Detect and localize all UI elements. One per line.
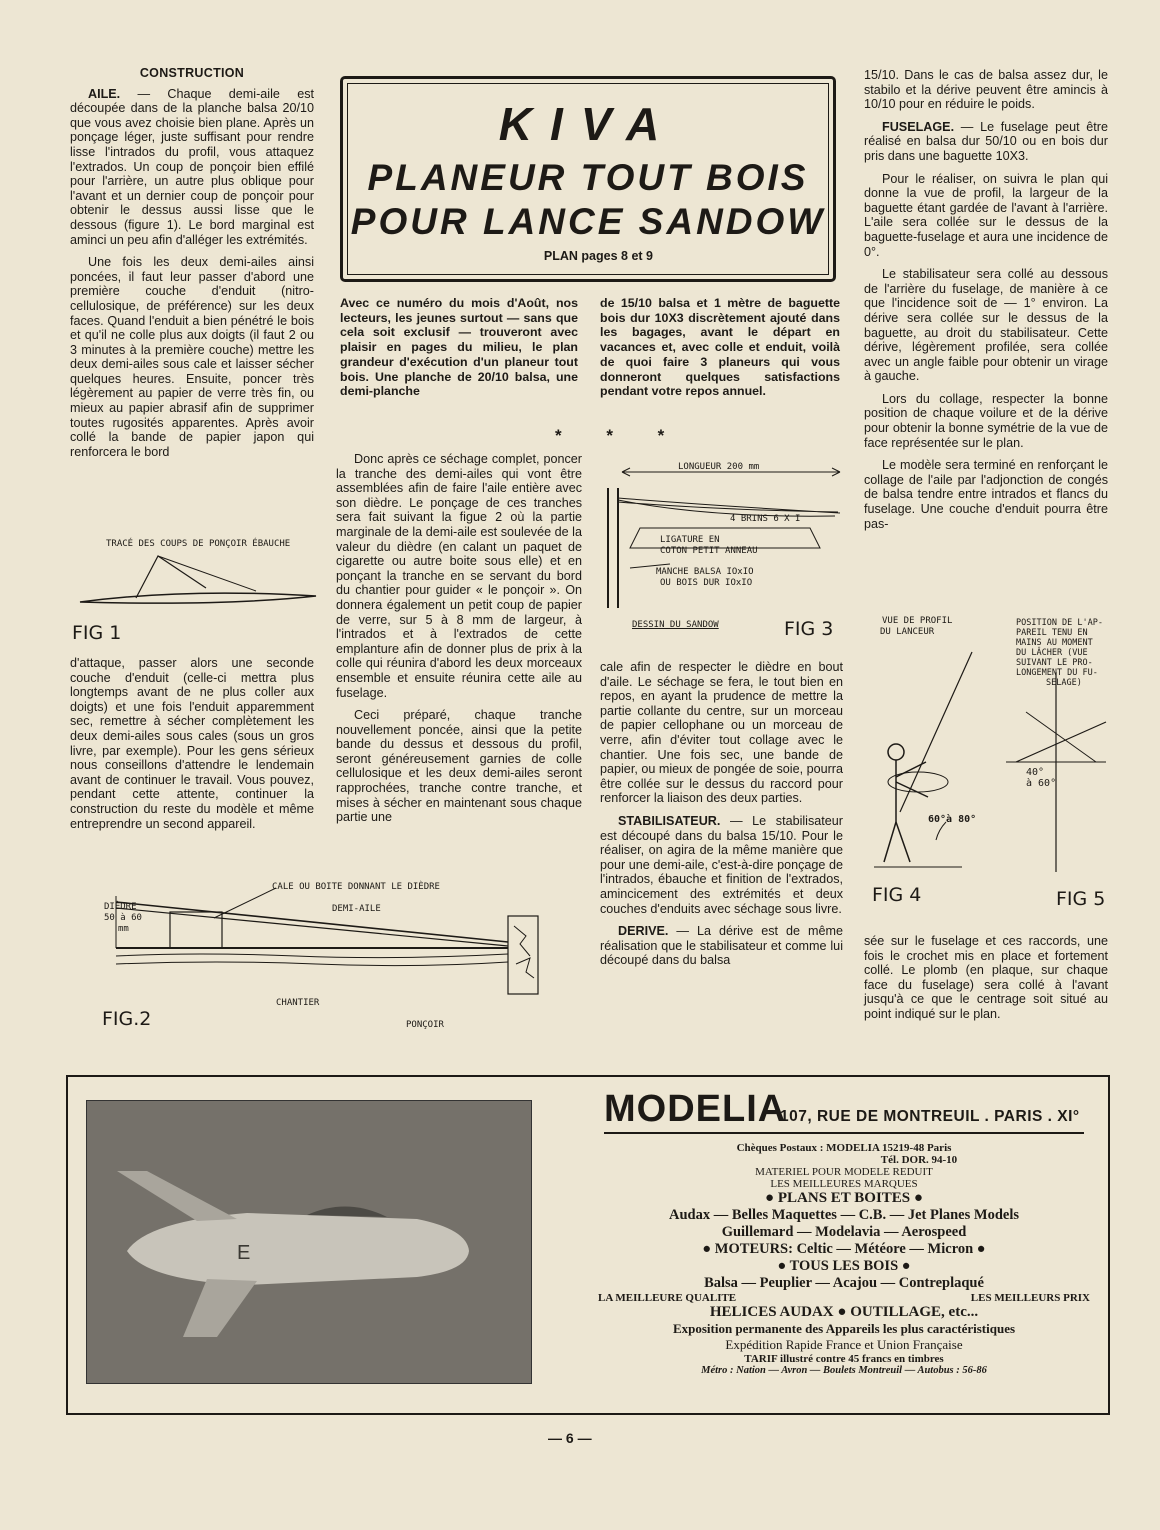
fig5-label: FIG 5 [1056, 888, 1106, 910]
aile-paragraph [70, 87, 314, 248]
modelia-header [598, 1082, 1090, 1136]
fig3-coton: COTON PETIT ANNEAU [660, 546, 758, 556]
fig4-vue: VUE DE PROFIL [882, 616, 953, 626]
dihedral-drawing [96, 878, 546, 1038]
aile-label: AILE. [88, 86, 121, 101]
right-column [864, 68, 1108, 539]
fig5-position-5: SUIVANT LE PRO- [1016, 658, 1093, 668]
ad-telephone: Tél. DOR. 94-10 [880, 1154, 958, 1166]
fig4-label: FIG 4 [872, 884, 922, 906]
ad-plans: ● PLANS ET BOITES ● [765, 1190, 923, 1206]
stabilisateur-paragraph [600, 814, 843, 916]
ad-bois: ● TOUS LES BOIS ● [777, 1258, 911, 1274]
ad-helices: HELICES AUDAX ● OUTILLAGE, etc... [709, 1304, 979, 1320]
derive-paragraph [600, 924, 843, 968]
fig5-position-2: PAREIL TENU EN [1016, 628, 1088, 638]
fig3-dessin: DESSIN DU SANDOW [632, 620, 719, 630]
derive-label: DERIVE. [618, 924, 669, 939]
title-box [340, 76, 836, 282]
ad-exposition: Exposition permanente des Appareils les plus caractéristiques [672, 1321, 1016, 1336]
fig5-position-7: SELAGE) [1046, 678, 1082, 688]
paragraph: 15/10. Dans le cas de balsa assez dur, le stabilo et la dérive peuvent être amincis à 10/10 pour en réduire le poids. [864, 68, 1108, 112]
fig3-manche-2: OU BOIS DUR IOxIO [660, 578, 753, 588]
figure-1 [66, 536, 336, 654]
ad-qualite: LA MEILLEURE QUALITE [598, 1292, 737, 1304]
page-number: — 6 — [548, 1430, 592, 1446]
fuselage-text: — Le fuselage peut être réalisé en balsa dur 50/10 ou en bois dur pris dans une baguette 10X3. [864, 119, 1108, 163]
ad-moteurs: ● MOTEURS: Celtic — Météore — Micron ● [702, 1241, 986, 1257]
derive-text: — La dérive est de même réalisation que le stabilisateur et comme lui découpé dans du balsa [600, 924, 843, 968]
paragraph: Donc après ce séchage complet, poncer la tranche des demi-ailes qui vont être assemblées afin de faire l'aile entière avec son dièdre. Le ponçage de ces tranches sera fait suivant la figue 2 où la partie marginale de la demi-aile est soulevée de la valeur du dièdre (en calant un paquet de cigarette ou autre boite sous elle) et en ponçant la tranche en se servant du bord du chantier pour guider « le ponçoir ». On donnera également un petit coup de papier de verre, sur 5 à 8 mm de largeur, à l'intrados et à l'extrados de cette emplanture afin de donner plus de prix à la colle qui réunira d'abord les deux morceaux ensemble et ensuite réunira cette aile au fuselage. [336, 452, 582, 700]
fig5-position-4: DU LÂCHER (VUE [1016, 648, 1088, 658]
fig2-cale: CALE OU BOITE DONNANT LE DIÈDRE [272, 882, 440, 892]
modelia-brand: MODELIA [604, 1088, 787, 1130]
figures-4-5 [866, 612, 1126, 918]
paragraph: d'attaque, passer alors une seconde couche d'enduit (celle-ci mettra plus longtemps avant de ne plus coller aux doigts) et une fois l'enduit apparemment sec, remettre à sécher complètement les deux demi-ailes sous cales (sous un gros livre, par exemple). Pour les gens sérieux nous conseillons d'attendre le lendemain avant de continuer le travail. Vous pouvez, pendant cette attente, continuer la construction du reste du modèle et même entreprendre un second appareil. [70, 656, 314, 831]
fig3-label: FIG 3 [784, 618, 834, 640]
article-subtitle-2: POUR LANCE SANDOW [350, 201, 826, 242]
fig2-diedre-value: 50 à 60 [104, 913, 142, 923]
fig1-label: FIG 1 [72, 622, 122, 644]
left-column [70, 66, 314, 467]
fuselage-paragraph [864, 120, 1108, 164]
fig2-mm: mm [118, 924, 129, 934]
paragraph: Pour le réaliser, on suivra le plan qui donne la vue de profil, la largeur de la baguette étant gardée de l'avant à l'arrière. L'aile sera collée sur le dessus de la baguette-fuselage et aura une incidence de 0°. [864, 171, 1108, 259]
fig3-longueur: LONGUEUR 200 mm [678, 462, 760, 472]
ad-balsa: Balsa — Peuplier — Acajou — Contreplaqué [704, 1275, 984, 1291]
fig5-position-3: MAINS AU MOMENT [1016, 638, 1093, 648]
modelia-address: 107, RUE DE MONTREUIL . PARIS . XI° [780, 1108, 1080, 1125]
fig3-ligature: LIGATURE EN [660, 535, 720, 545]
stabilisateur-label: STABILISATEUR. [618, 813, 721, 828]
ad-metro: Métro : Nation — Avron — Boulets Montreuil — Autobus : 56-86 [701, 1365, 987, 1376]
fuselage-label: FUSELAGE. [882, 119, 955, 134]
fig2-poncoir: PONÇOIR [406, 1020, 444, 1030]
fig4-vue-2: DU LANCEUR [880, 627, 935, 637]
fig2-chantier: CHANTIER [276, 998, 320, 1008]
ad-materiel: MATERIEL POUR MODELE REDUIT [755, 1166, 933, 1178]
fig5-position-6: LONGEMENT DU FU- [1016, 668, 1098, 678]
plan-reference: PLAN pages 8 et 9 [543, 249, 653, 263]
ad-tarif: TARIF illustré contre 45 francs en timbres [744, 1353, 944, 1365]
jet-icon [87, 1101, 531, 1383]
middle-column [336, 452, 582, 833]
section-heading: CONSTRUCTION [139, 66, 245, 80]
fig5-angle: 40° [1026, 767, 1045, 778]
fig4-angle: 60°à 80° [928, 814, 977, 825]
ad-brands-1: Audax — Belles Maquettes — C.B. — Jet Planes Models [669, 1207, 1019, 1223]
figure-2 [96, 878, 546, 1038]
stabilisateur-text: — Le stabilisateur est découpé dans du balsa 15/10. Pour le réaliser, on agira de la même manière que pour une demi-aile, c'est-à-dire ponçage de l'intrados, ébauche et finition de l'extrados, amincicement des extrémités et deux couches d'enduits avec séchage sous livre. [600, 813, 843, 916]
ad-expedition: Expédition Rapide France et Union Française [725, 1337, 963, 1352]
divider [604, 1132, 1084, 1134]
ad-prix: LES MEILLEURS PRIX [970, 1292, 1090, 1304]
figure-3 [600, 458, 850, 648]
fig3-manche: MANCHE BALSA IOxIO [656, 567, 754, 577]
paragraph: Le modèle sera terminé en renforçant le collage de l'aile par l'adjonction de congés de balsa tendre entre intrados et flancs du fuselage. Une couche d'enduit pourra être pas- [864, 458, 1108, 531]
left-column-continued [70, 656, 314, 839]
paragraph: Ceci préparé, chaque tranche nouvellement poncée, ainsi que la petite bande du dessus et dessous du profil, seront généreusement garnies de colle cellulosique et les deux demi-ailes seront rapprochées, tranche contre tranche, et mises à sécher en maintenant sous chaque partie une [336, 708, 582, 825]
fig5-position: POSITION DE L'AP- [1016, 618, 1103, 628]
jet-model-photo [86, 1100, 532, 1384]
paragraph: sée sur le fuselage et ces raccords, une fois le crochet mis en place et fortement collé. Le plomb (en plaque, sur chaque face du fuselage) sera collé à l'avant jusqu'à ce que le centrage soit situé au point indiqué sur le plan. [864, 934, 1108, 1021]
paragraph: Une fois les deux demi-ailes ainsi poncées, il faut leur passer d'abord une première couche d'enduit (nitro-cellulosique, de préférence) sur les deux faces. Quand l'enduit a bien pénétré le bois et qu'il ne colle plus aux doigts (il faut 2 ou 3 minutes à la première couche) mettre les deux demi-ailes sous cale et laisser sécher quelques heures. Ensuite, poncer très légèrement au papier de verre très fin, ou mieux au papier abrasif afin de supprimer toutes rugosités apparentes. Après avoir collé la bande de papier japon qui renforcera le bord [70, 255, 314, 459]
ad-marques: LES MEILLEURES MARQUES [770, 1178, 918, 1190]
intro-left: Avec ce numéro du mois d'Août, nos lecteurs, les jeunes surtout — sans que cela soit exclusif — trouveront avec plaisir en pages du milieu, le plan grandeur d'exécution d'un planeur tout bois. Une planche de 20/10 balsa, une demi-planche [340, 296, 578, 399]
fig2-label: FIG.2 [102, 1008, 152, 1030]
fig3-brins: 4 BRINS 6 X I [730, 514, 801, 524]
ad-brands-2: Guillemard — Modelavia — Aerospeed [721, 1224, 967, 1240]
paragraph: Lors du collage, respecter la bonne position de chaque voilure et de la dérive pour obtenir la bonne symétrie de la vue de face représentée sur le plan. [864, 391, 1108, 450]
right-column-continued [864, 934, 1108, 1030]
fig5-angle-2: à 60° [1026, 778, 1057, 789]
modelia-ad [598, 1082, 1090, 1400]
section-divider: * * * [555, 426, 685, 445]
fig1-caption: TRACÉ DES COUPS DE PONÇOIR ÉBAUCHE [106, 539, 291, 549]
article-subtitle-1: PLANEUR TOUT BOIS [367, 157, 809, 198]
fig2-diedre: DIÈDRE [104, 902, 137, 912]
aile-text: — Chaque demi-aile est découpée dans de la planche balsa 20/10 que vous avez choisie bien plane. Après un ponçage léger, juste suffisant pour rendre lisse l'intrados du profil, vous attaquez l'extrados. Un coup de ponçoir bien effilé pour l'arrière, un autre plus oblique pour l'avant et un dernier coup de ponçoir pour obtenir le dessus aussi lisse que le dessous (figure 1). Le bord marginal est aminci un peu afin d'alléger les extrémités. [70, 86, 314, 247]
paragraph: Le stabilisateur sera collé au dessous de l'arrière du fuselage, de manière à ce que l'incidence soit de — 1° environ. La dérive sera collée sur le dessus de la baguette, au droit du stabilisateur. Cette dérive, légèrement profilée, sera collée avec un angle faible pour obtenir un virage à gauche. [864, 267, 1108, 384]
fig2-demi-aile: DEMI-AILE [332, 904, 381, 914]
article-title: KIVA [498, 98, 678, 150]
svg-text:E: E [237, 1242, 251, 1264]
ad-cheques: Chèques Postaux : MODELIA 15219-48 Paris [736, 1142, 952, 1154]
ad-qualite-prix [598, 1292, 1090, 1304]
paragraph: cale afin de respecter le dièdre en bout d'aile. Le séchage se fera, le tout bien en repos, en ayant la prudence de mettre la partie collante du centre, sur un morceau de papier cellophane ou un morceau de verre, afin d'éviter tout collage avec le chantier. Une fois sec, une bande de papier, ou mieux de pongée de soie, pourra être collée sur le dessus du raccord pour renforcer la liaison des deux parties. [600, 660, 843, 806]
intro-right: de 15/10 balsa et 1 mètre de baguette bois dur 10X3 discrètement ajouté dans les bagages, avant le départ en vacances et, avec colle et enduit, voilà de quoi faire 3 planeurs qui vous donneront quelques satisfactions pendant votre repos annuel. [600, 296, 840, 399]
right-middle-column [600, 660, 843, 976]
